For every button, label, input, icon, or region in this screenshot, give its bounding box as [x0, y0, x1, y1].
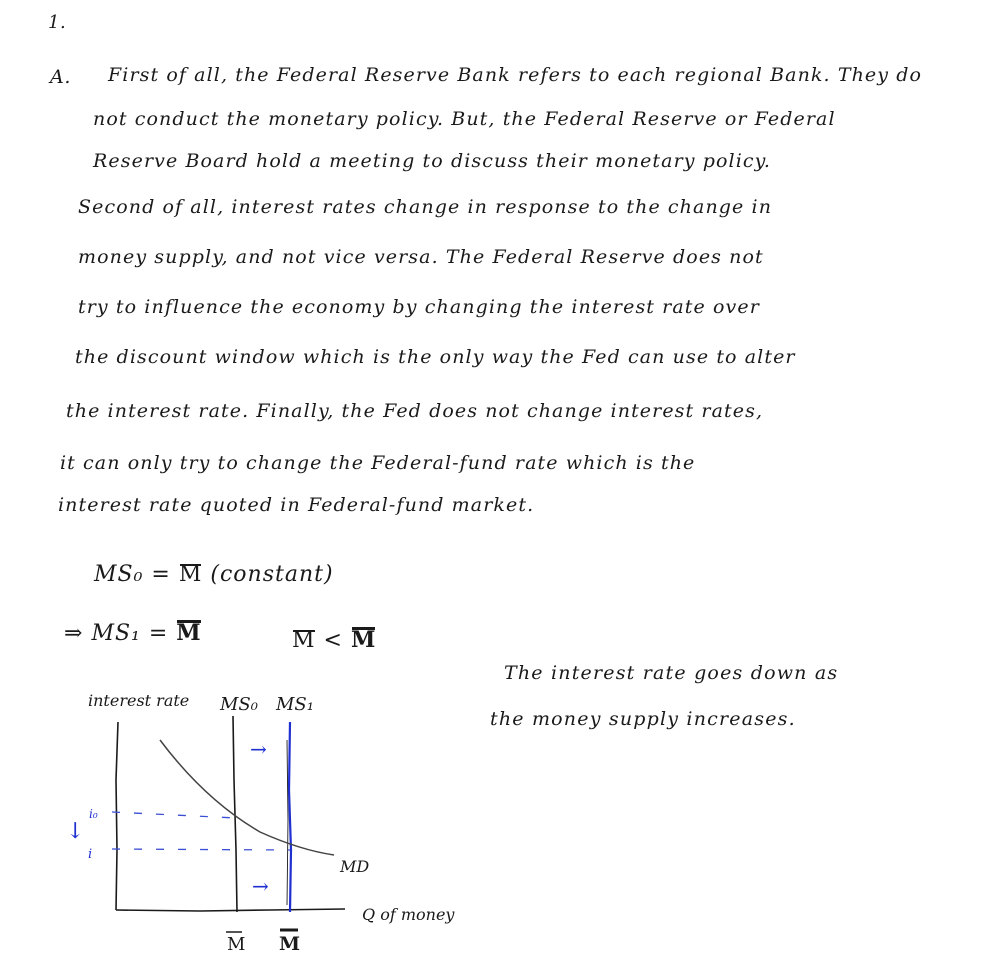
rate-low-label: i [88, 847, 93, 862]
paragraph-line-5: money supply, and not vice versa. The Federal Reserve does not [78, 246, 764, 268]
inequality-m-bar: M [292, 628, 316, 653]
md-label: MD [340, 857, 370, 876]
y-axis-label: interest rate [88, 691, 190, 710]
x-axis [116, 909, 345, 911]
ms1-lhs: MS₁ = [91, 621, 169, 646]
paragraph-line-1: First of all, the Federal Reserve Bank refers to each regional Bank. They do [108, 64, 923, 86]
paragraph-line-8: the interest rate. Finally, the Fed does not change interest rates, [66, 400, 764, 422]
rate-down-arrow: ↓ [66, 819, 85, 844]
paragraph-line-10: interest rate quoted in Federal-fund market. [58, 494, 535, 516]
constant-note: (constant) [210, 562, 334, 587]
ms0-lhs: MS₀ = [94, 562, 171, 587]
x-axis-label: Q of money [362, 905, 455, 924]
inequality-m-double-bar: M [350, 627, 377, 653]
ms0-label: MS₀ [220, 694, 258, 715]
m0-tick-label: M [227, 934, 246, 955]
shift-arrow-bottom: → [252, 874, 269, 898]
question-number: 1. [48, 12, 67, 33]
m-bar-symbol: M [178, 562, 203, 587]
paragraph-line-4: Second of all, interest rates change in response to the change in [78, 196, 773, 218]
m-double-bar-symbol: M [176, 620, 202, 646]
shift-arrow-top: → [250, 737, 267, 761]
side-note-line-2: the money supply increases. [490, 708, 796, 730]
rate-high-label: i₀ [89, 807, 98, 821]
md-curve [160, 740, 334, 855]
paragraph-line-7: the discount window which is the only way the Fed can use to alter [75, 346, 796, 368]
paragraph-line-3: Reserve Board hold a meeting to discuss their monetary policy. [93, 150, 772, 172]
paragraph-line-6: try to influence the economy by changing the interest rate over [78, 296, 760, 318]
y-axis [116, 722, 118, 910]
part-label: A. [50, 66, 71, 88]
paragraph-line-2: not conduct the monetary policy. But, the Federal Reserve or Federal [93, 108, 836, 130]
paragraph-line-9: it can only try to change the Federal-fund rate which is the [60, 452, 696, 474]
less-than-sign: < [323, 628, 343, 653]
rate-low-dashed-line [112, 849, 290, 850]
ms1-line [289, 722, 291, 912]
ms1-label: MS₁ [276, 694, 314, 715]
side-note-line-1: The interest rate goes down as [504, 662, 839, 684]
rate-high-dashed-line [112, 812, 236, 818]
ms1-line-overstroke [287, 740, 288, 905]
implies-arrow: ⇒ [64, 621, 84, 646]
m1-tick-label: M [279, 933, 301, 955]
